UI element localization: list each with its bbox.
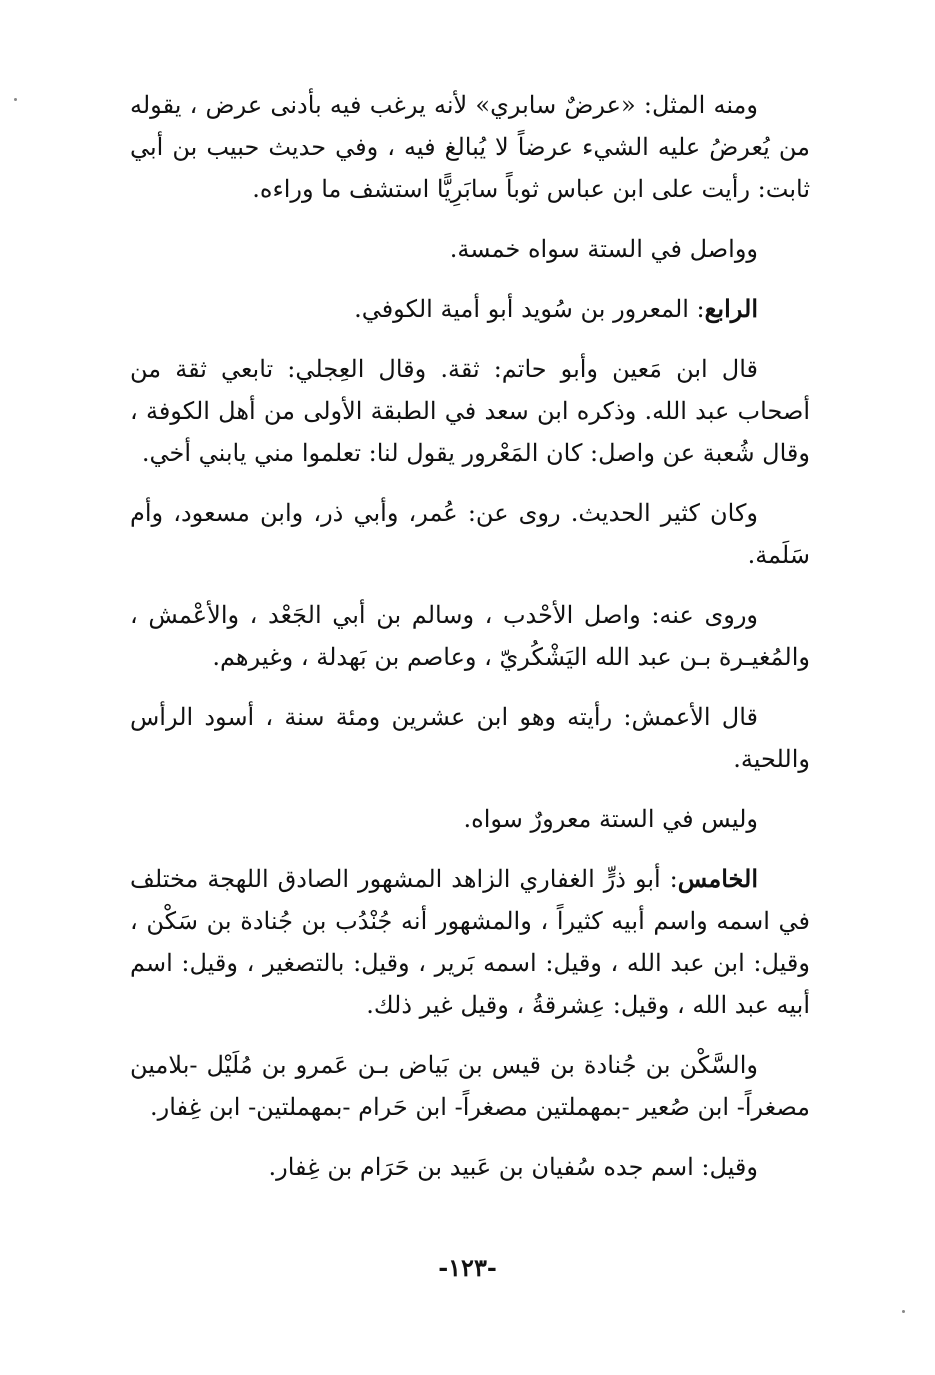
paragraph-grandfather bbox=[130, 1146, 810, 1188]
paragraph-fifth-heading bbox=[130, 858, 810, 1026]
paragraph-text: وروى عنه: واصل الأحْدب ، وسالم بن أبي الجَعْد ، والأعْمش ، والمُغيـرة بـن عبد الله اليَشْكُريّ ، وعاصم بن بَهدلة ، وغيرهم. bbox=[130, 601, 810, 671]
scan-speck bbox=[14, 98, 17, 101]
paragraph-text: : المعرور بن سُويد أبو أمية الكوفي. bbox=[354, 295, 705, 323]
paragraph-wasil-count bbox=[130, 228, 810, 270]
paragraph-text: قال الأعمش: رأيته وهو ابن عشرين ومئة سنة ، أسود الرأس واللحية. bbox=[130, 703, 810, 773]
paragraph-narrated-from bbox=[130, 492, 810, 576]
paragraph-text: وليس في الستة معرورٌ سواه. bbox=[463, 805, 758, 833]
paragraph-amash bbox=[130, 696, 810, 780]
paragraph-unique bbox=[130, 798, 810, 840]
paragraph-text: قال ابن مَعين وأبو حاتم: ثقة. وقال العِجلي: تابعي ثقة من أصحاب عبد الله. وذكره ابن سعد في الطبقة الأولى من أهل الكوفة ، وقال شُعبة عن واصل: كان المَعْرور يقول لنا: تعلموا مني يابني أخي. bbox=[130, 355, 810, 467]
paragraph-lineage bbox=[130, 1044, 810, 1128]
page-body bbox=[130, 84, 810, 1206]
paragraph-text: والسَّكْن بن جُنادة بن قيس بن بَياض بـن عَمرو بن مُلَيْل -بلامين مصغراً- ابن صُعير -بمهملتين مصغراً- ابن حَرام -بمهملتين- ابن غِفار. bbox=[130, 1051, 810, 1121]
paragraph-grading bbox=[130, 348, 810, 474]
paragraph-text: ومنه المثل: «عرضٌ سابري» لأنه يرغب فيه بأدنى عرض ، يقوله من يُعرضُ عليه الشيء عرضاً لا يُبالغ فيه ، وفي حديث حبيب بن أبي ثابت: رأيت على ابن عباس ثوباً سابَرِيًّا استشف ما وراءه. bbox=[130, 91, 810, 203]
page-number: -١٢٣- bbox=[438, 1253, 497, 1282]
paragraph-text: : أبو ذرٍّ الغفاري الزاهد المشهور الصادق اللهجة مختلف في اسمه واسم أبيه كثيراً ، والمشهور أنه جُنْدُب بن جُنادة بن سَكْن ، وقيل: ابن عبد الله ، وقيل: اسمه بَرير ، وقيل: بالتصغير ، وقيل: اسم أبيه عبد الله ، وقيل: عِشرقةُ ، وقيل غير ذلك. bbox=[130, 865, 810, 1019]
paragraph-text: وكان كثير الحديث. روى عن: عُمر، وأبي ذر، وابن مسعود، وأم سَلَمة. bbox=[130, 499, 810, 569]
paragraph-narrators bbox=[130, 594, 810, 678]
paragraph-fourth-heading bbox=[130, 288, 810, 330]
paragraph-text: وواصل في الستة سواه خمسة. bbox=[449, 235, 758, 263]
paragraph-proverb bbox=[130, 84, 810, 210]
section-lead-fourth: الرابع bbox=[704, 294, 758, 323]
paragraph-text: وقيل: اسم جده سُفيان بن عَبيد بن حَرَام بن غِفار. bbox=[268, 1153, 758, 1181]
section-lead-fifth: الخامس bbox=[677, 864, 758, 893]
scan-speck bbox=[902, 1310, 905, 1313]
